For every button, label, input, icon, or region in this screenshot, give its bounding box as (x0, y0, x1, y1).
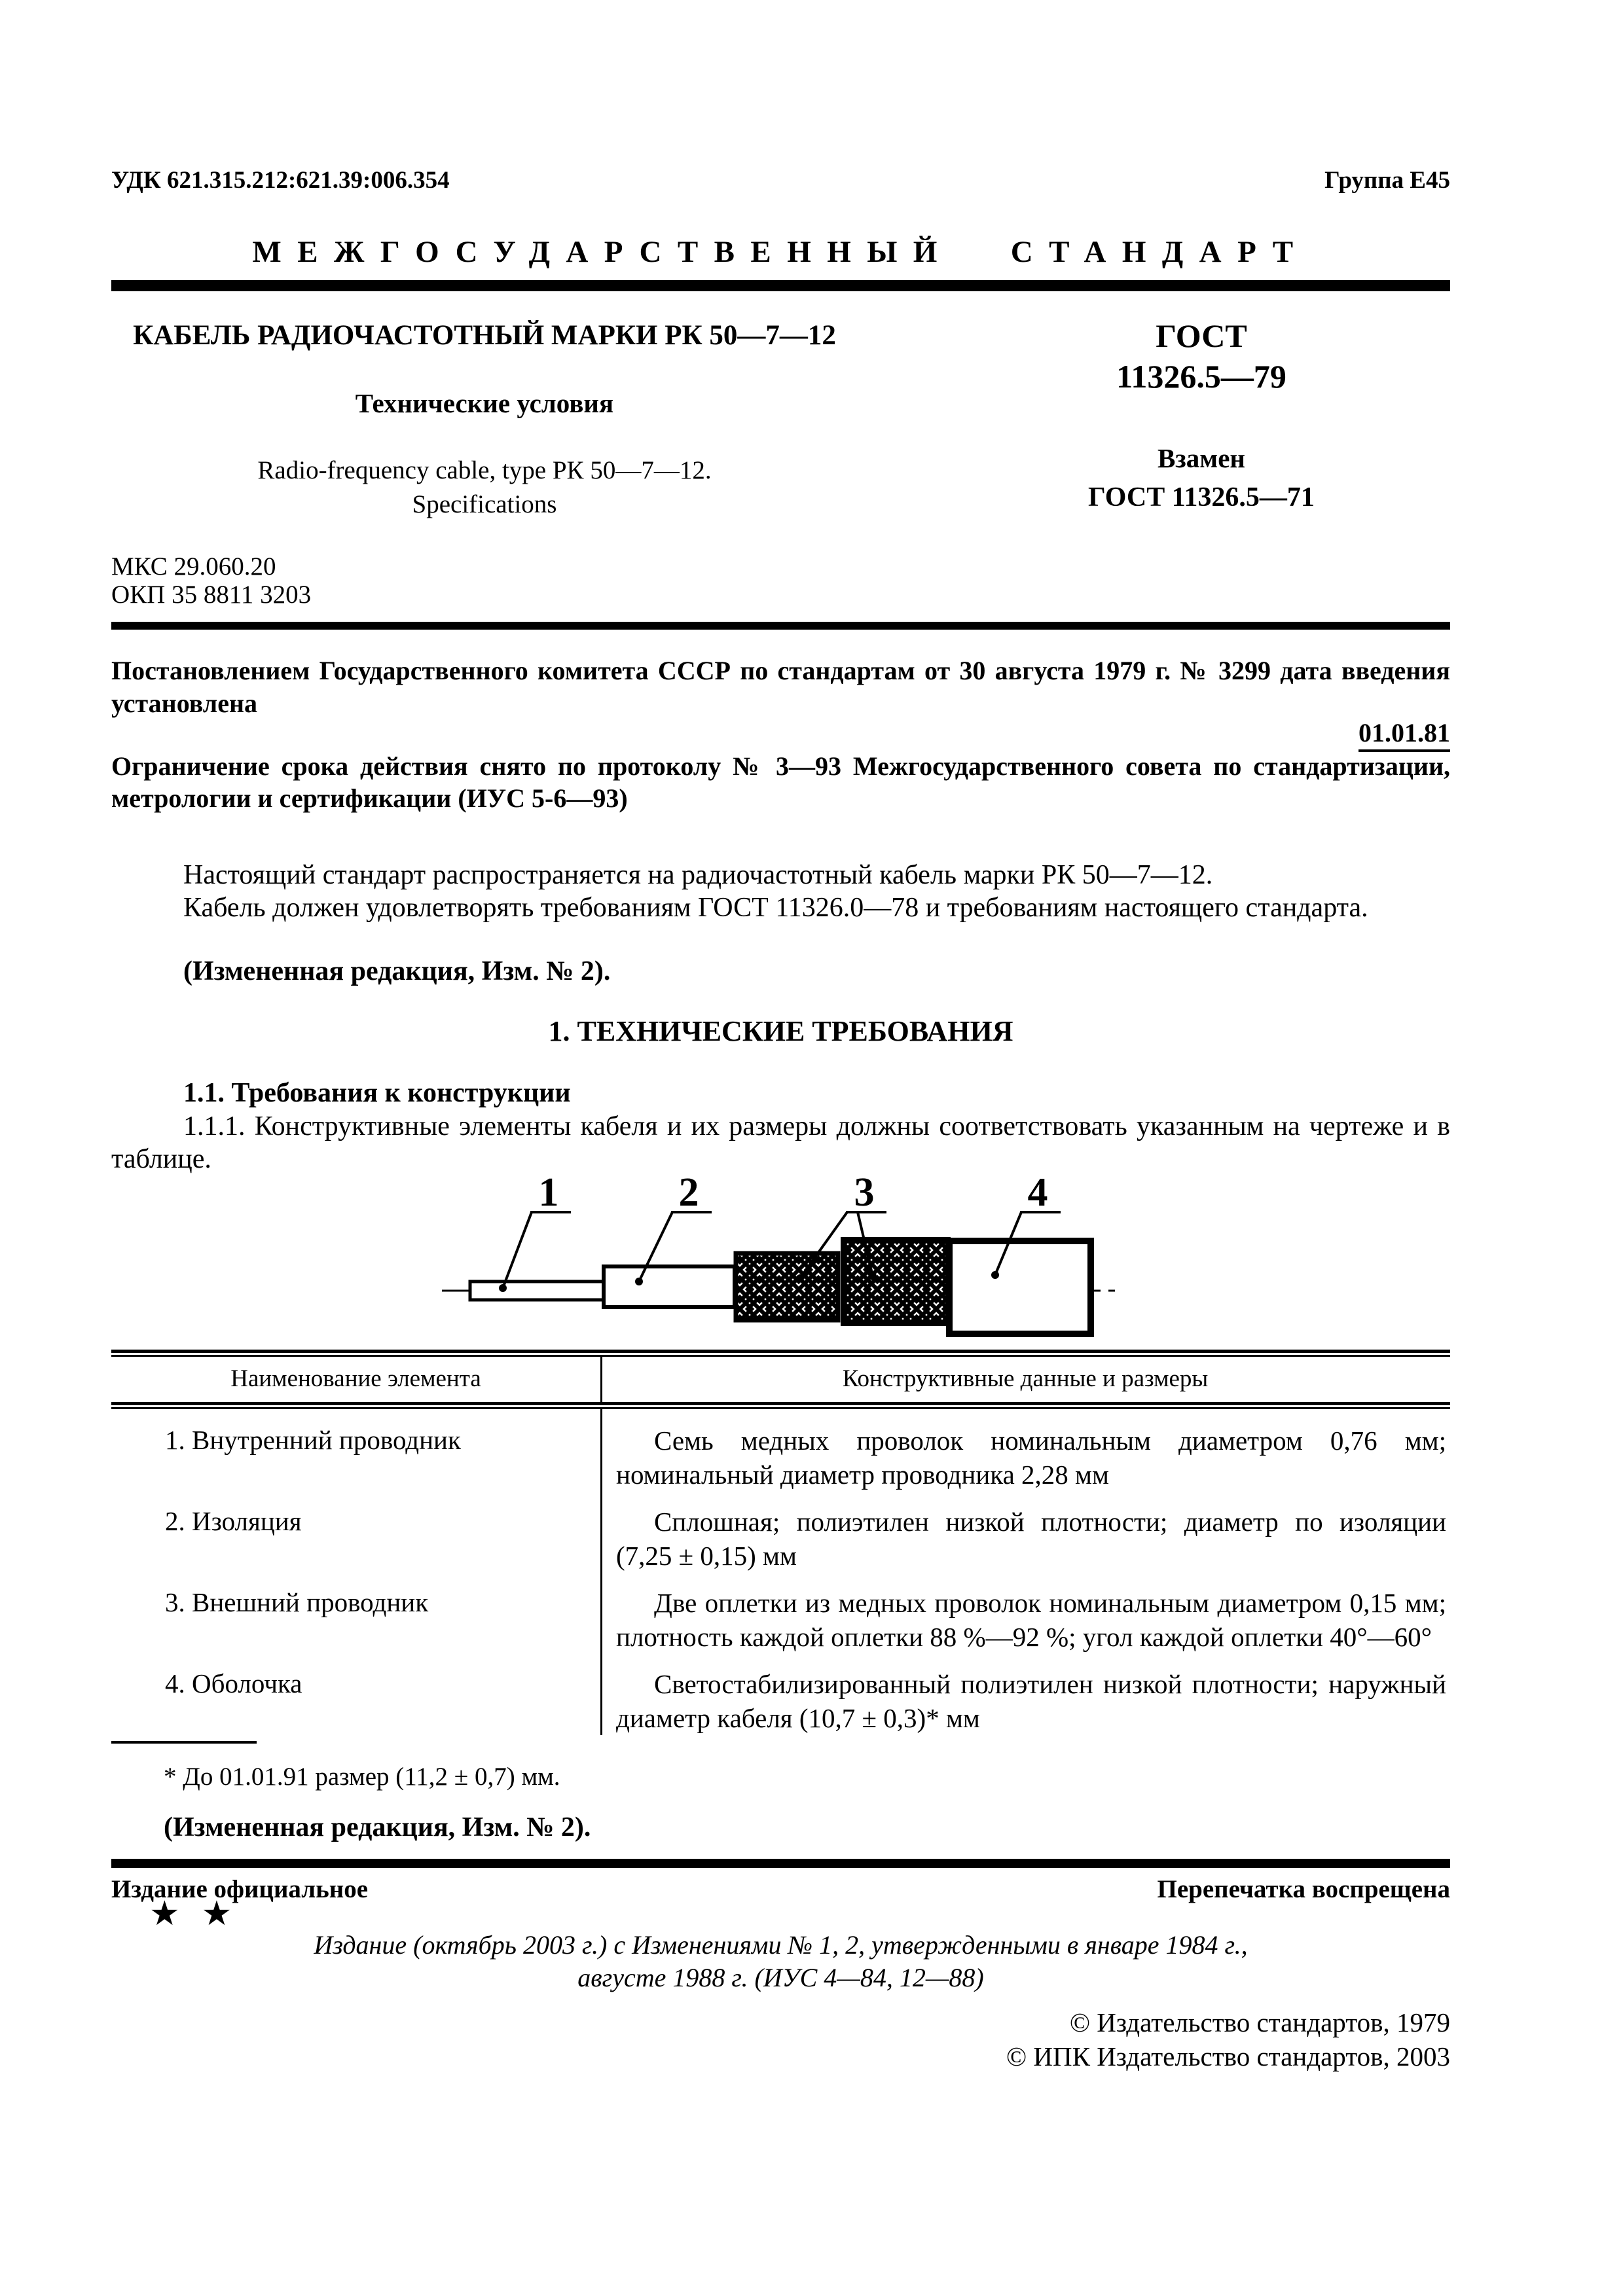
replaces-label: Взамен (1157, 443, 1246, 473)
title-english: Radio-frequency cable, type РК 50—7—12. (257, 456, 712, 484)
element-desc: Сплошная; полиэтилен низкой плотности; диаметр по изоляции (7,25 ± 0,15) мм (616, 1507, 1446, 1571)
table-row (111, 1667, 1450, 1735)
title-russian: КАБЕЛЬ РАДИОЧАСТОТНЫЙ МАРКИ РК 50—7—12 (133, 320, 836, 351)
reprint-forbidden-label: Перепечатка воспрещена (1157, 1875, 1450, 1903)
edition-note-line-1: Издание (октябрь 2003 г.) с Изменениями № 1, 2, утвержденными в январе 1984 г., (314, 1930, 1248, 1960)
amendment-note-1: (Измененная редакция, Изм. № 2). (183, 956, 611, 986)
element-desc: Светостабилизированный полиэтилен низкой плотности; наружный диаметр кабеля (10,7 ± 0,3)* мм (616, 1669, 1446, 1733)
scope-paragraph-1: Настоящий стандарт распространяется на радиочастотный кабель марки РК 50—7—12. (183, 860, 1213, 890)
table-body (111, 1409, 1450, 1735)
official-edition-label: Издание официальное (111, 1875, 369, 1903)
table-body-divider (600, 1409, 602, 1735)
table-row (111, 1505, 1450, 1573)
standard-kind-heading: МЕЖГОСУДАРСТВЕННЫЙ СТАНДАРТ (252, 235, 1309, 269)
footnote-rule (111, 1741, 257, 1744)
edition-note-line-2: августе 1988 г. (ИУС 4—84, 12—88) (577, 1963, 984, 1992)
table-header-data: Конструктивные данные и размеры (842, 1365, 1209, 1392)
gost-label: ГОСТ (1156, 317, 1247, 354)
table-header-name: Наименование элемента (230, 1365, 481, 1392)
element-desc: Две оплетки из медных проволок номинальным диаметром 0,15 мм; плотность каждой оплетки 88 %—92 %; угол каждой оплетки 40°—60° (616, 1588, 1446, 1652)
table-row (111, 1424, 1450, 1492)
table-header-bottom-rule (111, 1402, 1450, 1409)
figure-callout-2: 2 (678, 1172, 699, 1215)
footer-status-row (111, 1874, 1450, 1904)
clause-1-1: 1.1. Требования к конструкции (183, 1078, 571, 1108)
figure-sheath (949, 1241, 1091, 1334)
top-classification-row (111, 166, 1450, 194)
table-header-divider (600, 1357, 602, 1402)
decree-paragraph: Постановлением Государственного комитета СССР по стандартам от 30 августа 1979 г. № 3299 дата введения установлена (111, 656, 1450, 718)
table-header-row (111, 1357, 1450, 1402)
construction-table (111, 1350, 1450, 1735)
replaces-code: ГОСТ 11326.5—71 (1088, 482, 1315, 512)
element-name: 2. Изоляция (165, 1506, 302, 1536)
element-name: 3. Внешний проводник (165, 1587, 429, 1617)
table-footnote: * До 01.01.91 размер (11,2 ± 0,7) мм. (164, 1763, 560, 1791)
element-desc: Семь медных проволок номинальным диаметром 0,76 мм; номинальный диаметр проводника 2,28 мм (616, 1426, 1446, 1490)
star-icons: ★ ★ (149, 1895, 239, 1933)
cable-construction-figure (406, 1172, 1139, 1348)
heavy-rule-codes (111, 622, 1450, 630)
subtitle-english: Specifications (412, 490, 557, 518)
clause-1-1-1: 1.1.1. Конструктивные элементы кабеля и их размеры должны соответствовать указанным на чертеже и в таблице. (111, 1111, 1450, 1174)
copyright-1979: © Издательство стандартов, 1979 (1069, 2007, 1450, 2037)
element-name: 4. Оболочка (165, 1668, 302, 1698)
effective-date: 01.01.81 (111, 717, 1450, 752)
figure-insulation (604, 1266, 735, 1307)
table-row (111, 1586, 1450, 1654)
figure-braid-1 (736, 1253, 838, 1320)
figure-inner-conductor (470, 1282, 604, 1300)
limitation-paragraph: Ограничение срока действия снято по протоколу № 3—93 Межгосударственного совета по стандартизации, метрологии и сертификации (ИУС 5-6—93) (111, 751, 1450, 813)
udk-code: УДК 621.315.212:621.39:006.354 (111, 167, 450, 194)
copyright-2003: © ИПК Издательство стандартов, 2003 (1006, 2041, 1450, 2072)
section-1-title: 1. ТЕХНИЧЕСКИЕ ТРЕБОВАНИЯ (548, 1015, 1013, 1047)
figure-callout-1: 1 (538, 1172, 559, 1215)
gost-number: 11326.5—79 (1116, 358, 1286, 395)
mks-code: МКС 29.060.20 (111, 552, 276, 581)
element-name: 1. Внутренний проводник (165, 1425, 461, 1455)
figure-callout-3: 3 (854, 1172, 875, 1215)
heavy-rule-bottom (111, 1859, 1450, 1868)
group-code: Группа Е45 (1324, 167, 1450, 194)
figure-callout-4: 4 (1027, 1172, 1048, 1215)
amendment-note-2: (Измененная редакция, Изм. № 2). (164, 1812, 591, 1842)
subtitle-russian: Технические условия (355, 388, 614, 418)
figure-braid-2 (843, 1240, 948, 1323)
table-top-rule (111, 1350, 1450, 1357)
okp-code: ОКП 35 8811 3203 (111, 581, 312, 609)
scope-paragraph-2: Кабель должен удовлетворять требованиям ГОСТ 11326.0—78 и требованиям настоящего стандарта. (183, 893, 1368, 923)
heavy-rule-top (111, 280, 1450, 291)
